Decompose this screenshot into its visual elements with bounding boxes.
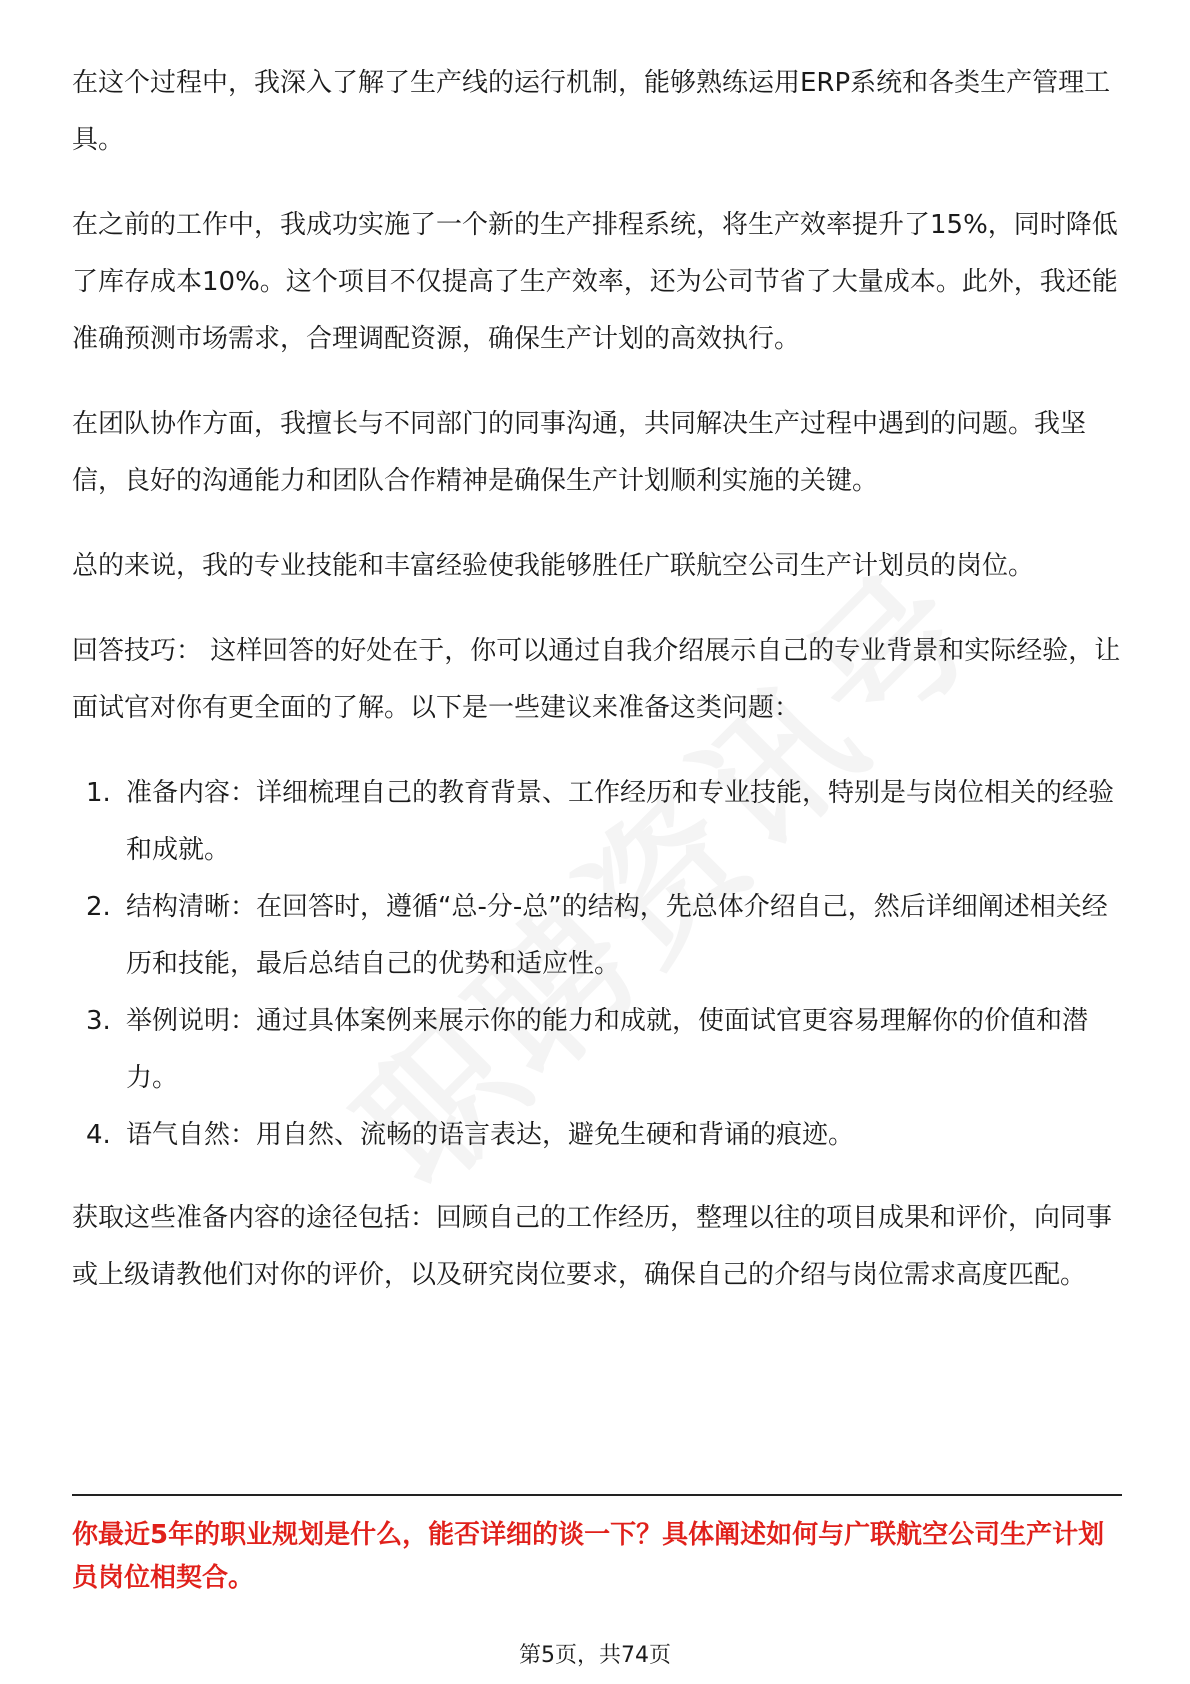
paragraph-closing: 获取这些准备内容的途径包括：回顾自己的工作经历，整理以往的项目成果和评价，向同事或上级请教他们对你的评价，以及研究岗位要求，确保自己的介绍与岗位需求高度匹配。 <box>72 1203 1113 1290</box>
section-divider <box>72 1494 1122 1496</box>
list-number: 1. <box>86 778 111 808</box>
list-item-text: 结构清晰：在回答时，遵循“总-分-总”的结构，先总体介绍自己，然后详细阐述相关经历和技能，最后总结自己的优势和适应性。 <box>126 892 1108 979</box>
next-question-heading: 你最近5年的职业规划是什么，能否详细的谈一下？具体阐述如何与广联航空公司生产计划员岗位相契合。 <box>72 1520 1105 1593</box>
list-number: 3. <box>86 1006 111 1036</box>
list-item <box>72 879 1122 993</box>
list-item-text: 准备内容：详细梳理自己的教育背景、工作经历和专业技能，特别是与岗位相关的经验和成就。 <box>126 778 1115 865</box>
list-number: 2. <box>86 892 111 922</box>
paragraph-teamwork: 在团队协作方面，我擅长与不同部门的同事沟通，共同解决生产过程中遇到的问题。我坚信，良好的沟通能力和团队合作精神是确保生产计划顺利实施的关键。 <box>72 409 1087 496</box>
paragraph-process: 在这个过程中，我深入了解了生产线的运行机制，能够熟练运用ERP系统和各类生产管理工具。 <box>72 68 1111 155</box>
paragraph-achievement: 在之前的工作中，我成功实施了一个新的生产排程系统，将生产效率提升了15%，同时降低了库存成本10%。这个项目不仅提高了生产效率，还为公司节省了大量成本。此外，我还能准确预测市场需求，合理调配资源，确保生产计划的高效执行。 <box>72 210 1118 354</box>
list-item-text: 举例说明：通过具体案例来展示你的能力和成就，使面试官更容易理解你的价值和潜力。 <box>126 1006 1089 1093</box>
list-number: 4. <box>86 1120 111 1150</box>
list-item <box>72 765 1122 879</box>
list-item <box>72 993 1122 1107</box>
paragraph-answer-tips: 回答技巧： 这样回答的好处在于，你可以通过自我介绍展示自己的专业背景和实际经验，让面试官对你有更全面的了解。以下是一些建议来准备这类问题： <box>72 636 1121 723</box>
tips-list <box>72 765 1122 1164</box>
list-item-text: 语气自然：用自然、流畅的语言表达，避免生硬和背诵的痕迹。 <box>126 1120 855 1150</box>
paragraph-summary: 总的来说，我的专业技能和丰富经验使我能够胜任广联航空公司生产计划员的岗位。 <box>72 551 1035 581</box>
list-item <box>72 1107 1122 1164</box>
document-body <box>72 55 1122 1332</box>
page-number: 第5页，共74页 <box>519 1643 671 1668</box>
